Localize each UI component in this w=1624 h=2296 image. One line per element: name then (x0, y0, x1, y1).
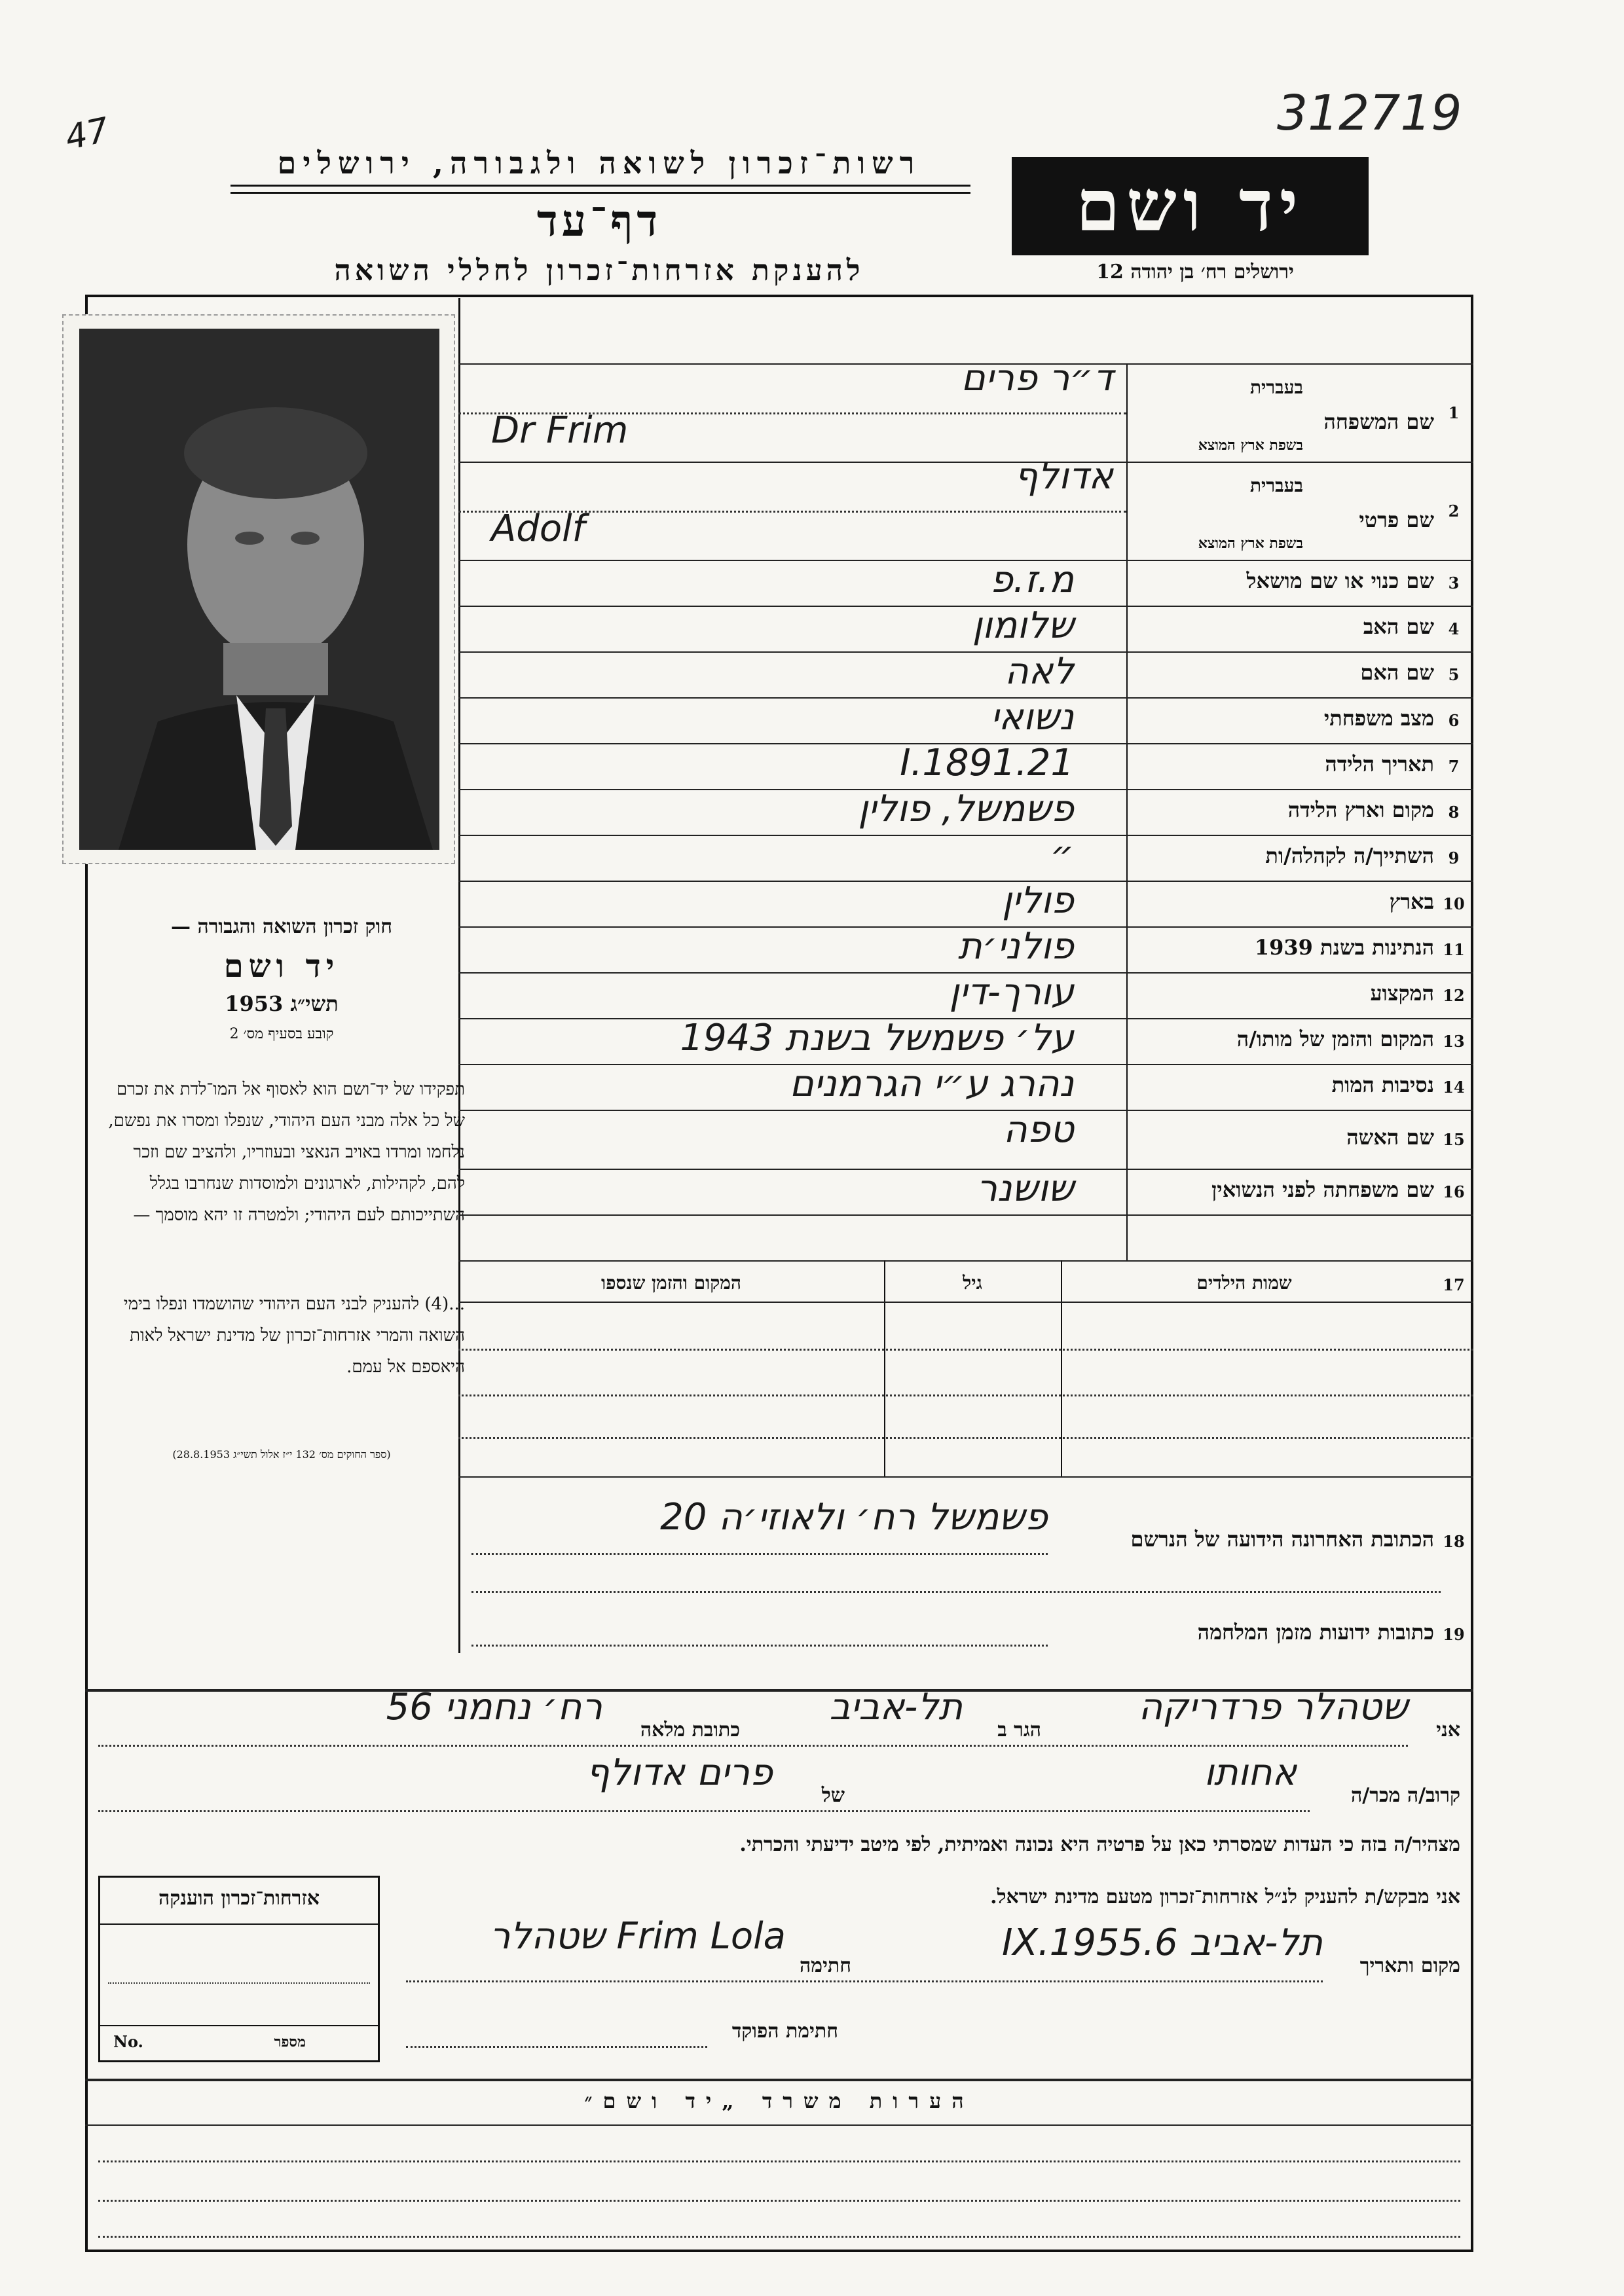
children-row-3 (458, 1437, 1473, 1439)
children-header-rule (458, 1302, 1473, 1303)
law-year: תשי״ג 1953 (225, 991, 339, 1016)
citizenship-box (98, 1876, 380, 2062)
field-18-number: 18 (1443, 1532, 1465, 1551)
children-death-place-header: המקום והזמן שנספו (601, 1272, 741, 1294)
relative-value: אחותו (1204, 1751, 1297, 1794)
declaration-statement: מצהיר/ה בזה כי העדות שמסרתי כאן על פרטיה היא נכונה ואמיתית, לפי מיטב ידיעתי והכרתי. (739, 1833, 1460, 1856)
children-row-1 (458, 1349, 1473, 1351)
of-label: של (821, 1784, 845, 1807)
signature-label: חתימה (800, 1954, 851, 1977)
field-1-value-latin: Dr Frim (491, 409, 629, 452)
place-date-label: מקום ותאריך (1359, 1954, 1460, 1977)
field-1-label: שם המשפחה (1323, 409, 1434, 434)
field-16-number: 16 (1443, 1182, 1465, 1201)
field-11-number: 11 (1443, 940, 1465, 959)
field-16-value: שושנר (976, 1167, 1074, 1210)
field-1-sub-bottom: בשפת ארץ המוצא (1198, 437, 1303, 454)
remarks-top-rule (85, 2079, 1473, 2081)
officer-signature-line (406, 2046, 707, 2048)
declaration-i-am: אני (1436, 1719, 1460, 1741)
field-1-midline (458, 412, 1126, 414)
law-paragraph-2: ...(4) להעניק לבני העם היהודי שהושמדו ונפלו בימי השואה והמרי אזרחות־זכרון של מדינת ישראל לאות היאספם אל עמם. (123, 1294, 465, 1377)
field-2-number: 2 (1448, 501, 1460, 520)
field-9-value: ״ (1050, 833, 1074, 876)
children-row-2 (458, 1394, 1473, 1396)
remarks-title: הערות משרד „יד ושם״ (584, 2088, 974, 2113)
field-15-value: טפה (1003, 1108, 1074, 1151)
field-3-value: מ.ז.פ (990, 558, 1074, 601)
field-2-sub-top: בעברית (1249, 475, 1303, 496)
field-3-number: 3 (1448, 574, 1460, 592)
field-2-label: שם פרטי (1359, 507, 1434, 532)
officer-signature-label: חתימת הפוקד (731, 2020, 838, 2043)
remarks-line-3 (98, 2236, 1460, 2238)
field-18-label: הכתובת האחרונה הידועה של הנרשם (1130, 1527, 1434, 1552)
relative-label: קרוב/ה מכר/ה (1351, 1784, 1460, 1807)
signature-value: Frim Lola שטהלר (489, 1915, 786, 1958)
field-1-number: 1 (1448, 403, 1460, 422)
field-5-number: 5 (1448, 665, 1460, 684)
field-18-line-2 (471, 1591, 1441, 1593)
field-9-label: השתייך/ה לקהלה/ות (1265, 843, 1434, 868)
field-19-number: 19 (1443, 1625, 1465, 1644)
remarks-header-rule (85, 2124, 1473, 2126)
citizenship-number-label-en: No. (113, 2032, 143, 2051)
law-name: יד ושם (223, 948, 340, 985)
field-7-label: תאריך הלידה (1325, 752, 1434, 776)
yad-vashem-logo: יד ושם (1012, 157, 1369, 255)
of-value: פרים אדולף (586, 1751, 773, 1794)
field-17-number: 17 (1443, 1275, 1465, 1294)
field-4-label: שם האב (1363, 614, 1434, 639)
place-date-value: תל-אביב 6.IX.1955 (1001, 1922, 1323, 1964)
field-2-midline (458, 511, 1126, 513)
declarant-name: שטהלר פרדריקה (1138, 1686, 1408, 1728)
page-subtitle: להענקת אזרחות־זכרון לחללי השואה (334, 254, 864, 287)
field-10-value: פולין (1002, 879, 1074, 922)
law-heading: חוק זכרון השואה והגבורה — (171, 915, 392, 938)
field-6-value: נשואי (990, 696, 1074, 738)
citizenship-box-title: אזרחות־זכרון הוענקה (158, 1887, 320, 1910)
label-column-divider (1126, 363, 1128, 1260)
field-11-label: הנתינות בשנת 1939 (1254, 935, 1434, 960)
field-3-label: שם כנוי או שם מושאל (1246, 568, 1434, 593)
declaration-line-1 (98, 1745, 1408, 1747)
field-2-value-latin: Adolf (491, 507, 585, 550)
field-19-label: כתובות ידועות מזמן המלחמה (1197, 1620, 1434, 1645)
field-13-value: על׳ פשמשל בשנת 1943 (680, 1017, 1074, 1059)
remarks-line-1 (98, 2160, 1460, 2162)
declaration-line-2 (98, 1810, 1310, 1812)
remarks-line-2 (98, 2200, 1460, 2202)
field-2-value: אדולף (1014, 455, 1113, 498)
field-13-number: 13 (1443, 1032, 1465, 1051)
field-7-number: 7 (1448, 757, 1460, 776)
field-6-number: 6 (1448, 711, 1460, 730)
field-8-value: פשמשל, פולין (858, 788, 1074, 830)
field-11-value: פולני׳ת (957, 925, 1074, 968)
law-source: (ספר החוקים מס׳ 132 י״ז אלול תשי״ג 28.8.1953) (172, 1448, 391, 1461)
portrait-photo (62, 314, 455, 864)
law-clause-note: קובע בסעיף מס׳ 2 (229, 1026, 334, 1042)
header-rule (231, 185, 970, 194)
archive-number: 312719 (1277, 85, 1462, 141)
field-8-number: 8 (1448, 803, 1460, 822)
field-area-border (458, 298, 460, 1653)
field-6-label: מצב משפחתי (1323, 706, 1434, 731)
page-title: דף־עד (536, 195, 662, 246)
children-col-divider-2 (1061, 1260, 1062, 1476)
portrait-photo-icon (79, 329, 439, 850)
law-paragraph-1: תפקידו של יד־ושם הוא לאסוף אל המו־לדת את זכרם של כל אלה מבני העם היהודי, שנפלו ומסרו את נפשם, נלחמו ומרדו באויב הנאצי ובעוזריו, ולהציב שם וזכר להם, לקהילות, לארגונים ולמוסדות שנחרבו בגלל השתייכותם לעם היהודי; ולמטרה זו יהא מוסמך — (108, 1080, 465, 1225)
field-14-number: 14 (1443, 1078, 1465, 1097)
children-table-top-rule (458, 1260, 1473, 1262)
field-4-number: 4 (1448, 619, 1460, 638)
logo-address: ירושלים רח׳ בן יהודה 12 (1096, 261, 1294, 283)
residing-label: הגר ב (997, 1719, 1041, 1741)
declaration-request: אני מבקש/ת להעניק לנ״ל אזרחות־זכרון מטעם מדינת ישראל. (990, 1886, 1460, 1908)
full-address-value: רח׳ נחמני 56 (386, 1686, 602, 1728)
field-4-value: שלומון (972, 604, 1074, 647)
citizenship-number-label: מספר (274, 2033, 306, 2050)
field-15-number: 15 (1443, 1130, 1465, 1149)
organization-name: רשות־זכרון לשואה ולגבורה, ירושלים (277, 145, 921, 181)
field-12-value: עורך-דין (949, 971, 1074, 1013)
field-9-number: 9 (1448, 848, 1460, 867)
field-10-number: 10 (1443, 894, 1465, 913)
field-18-line (471, 1553, 1048, 1555)
field-12-label: המקצוע (1370, 981, 1434, 1006)
field-2-sub-bottom: בשפת ארץ המוצא (1198, 535, 1303, 552)
field-10-label: בארץ (1389, 889, 1434, 914)
field-19-line (471, 1645, 1048, 1647)
field-1-sub-top: בעברית (1249, 376, 1303, 398)
field-5-label: שם האם (1360, 660, 1434, 685)
field-15-label: שם האשה (1346, 1125, 1434, 1150)
field-8-label: מקום וארץ הלידה (1287, 797, 1434, 822)
field-18-value: פשמשל רח׳ ולאוזי׳ה 20 (660, 1496, 1048, 1539)
field-16-bottom-rule (458, 1214, 1473, 1216)
residing-value: תל-אביב (829, 1686, 963, 1728)
field-7-value: 21.I.1891 (900, 742, 1074, 784)
field-1-value: ד״ר פרים (961, 357, 1113, 399)
children-table-bottom-rule (458, 1476, 1473, 1478)
field-5-value: לאה (1005, 650, 1074, 693)
children-col-divider-1 (884, 1260, 885, 1476)
place-date-line (406, 1980, 1323, 1982)
field-12-number: 12 (1443, 986, 1465, 1005)
children-age-header: גיל (963, 1272, 982, 1294)
corner-handwritten-note: 47 (62, 110, 113, 158)
field-14-value: נהרג ע״י הגרמנים (789, 1063, 1074, 1105)
field-16-label: שם משפחתה לפני הנשואין (1211, 1177, 1434, 1202)
field-13-label: המקום והזמן של מותו/ה (1236, 1027, 1434, 1051)
full-address-label: כתובת מלאה (640, 1719, 740, 1741)
field-14-label: נסיבות המות (1331, 1072, 1434, 1097)
children-names-header: שמות הילדים (1196, 1272, 1292, 1294)
